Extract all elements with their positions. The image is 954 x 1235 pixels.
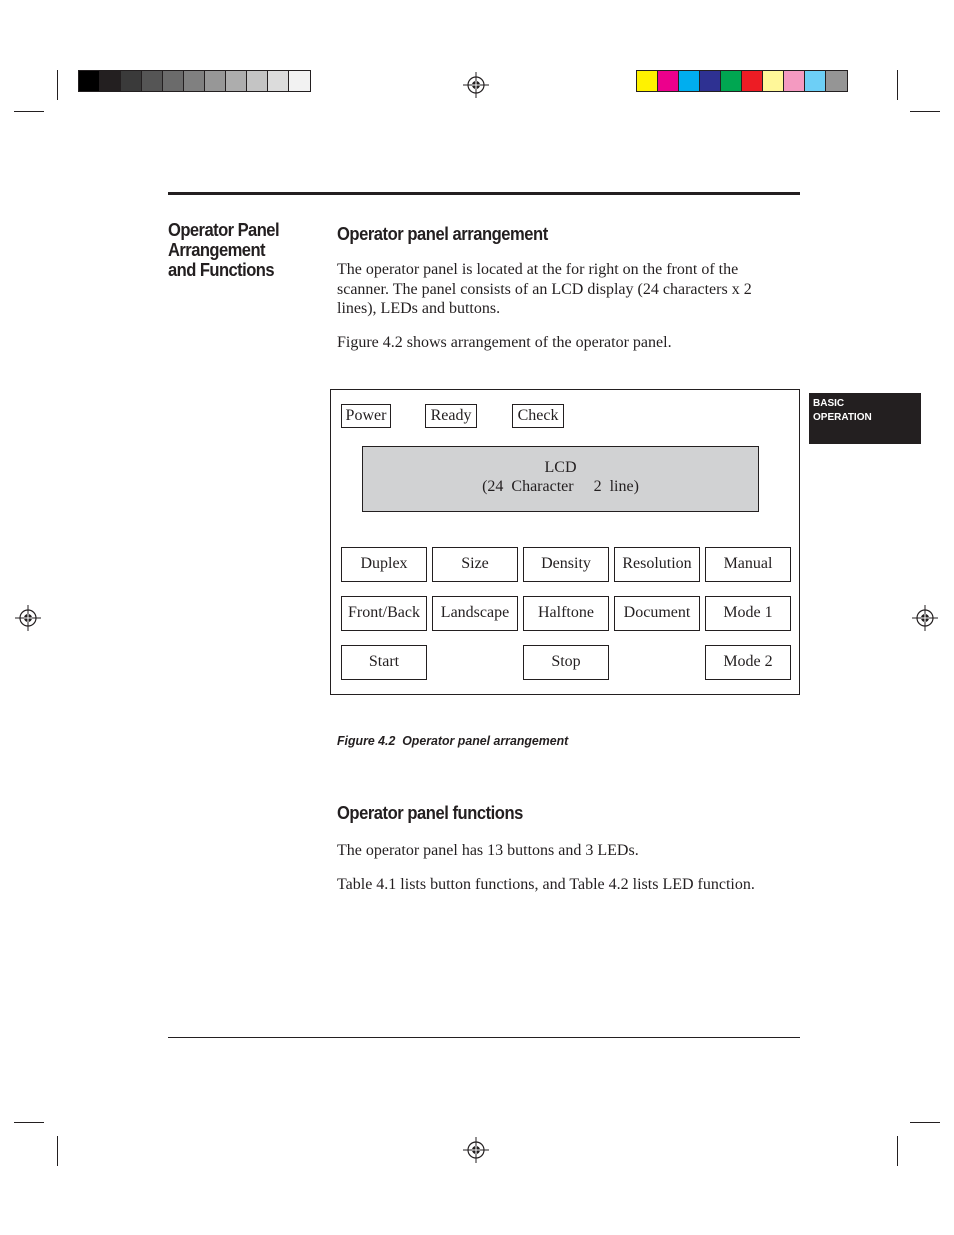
color-swatch <box>184 71 205 91</box>
crop-mark <box>57 1136 58 1166</box>
paragraph: The operator panel has 13 buttons and 3 LEDs. <box>337 842 639 859</box>
figure-caption: Figure 4.2 Operator panel arrangement <box>337 733 569 748</box>
color-swatch <box>826 71 847 91</box>
mode-2-button: Mode 2 <box>705 645 791 680</box>
paragraph: Table 4.1 lists button functions, and Table 4.2 lists LED function. <box>337 876 755 893</box>
crop-mark <box>897 1136 898 1166</box>
side-heading: Operator Panel Arrangement and Functions <box>168 220 280 280</box>
color-swatch <box>289 71 310 91</box>
color-swatch <box>700 71 721 91</box>
color-swatch <box>268 71 289 91</box>
density-button: Density <box>523 547 609 582</box>
size-button: Size <box>432 547 518 582</box>
crop-mark <box>910 111 940 112</box>
paragraph: Figure 4.2 shows arrangement of the operator panel. <box>337 334 672 351</box>
color-swatch <box>226 71 247 91</box>
crop-mark <box>897 70 898 100</box>
color-swatch <box>205 71 226 91</box>
led-power: Power <box>341 404 391 428</box>
landscape-button: Landscape <box>432 596 518 631</box>
color-swatch <box>763 71 784 91</box>
section-heading-functions: Operator panel functions <box>337 803 523 823</box>
start-button: Start <box>341 645 427 680</box>
manual-button: Manual <box>705 547 791 582</box>
color-swatch <box>142 71 163 91</box>
section-tab: BASIC OPERATION <box>809 393 921 444</box>
color-swatch <box>805 71 826 91</box>
crop-mark <box>57 70 58 100</box>
duplex-button: Duplex <box>341 547 427 582</box>
led-ready: Ready <box>425 404 477 428</box>
color-swatch <box>100 71 121 91</box>
color-swatch <box>163 71 184 91</box>
crop-mark <box>14 1122 44 1123</box>
color-swatch <box>679 71 700 91</box>
color-swatch <box>121 71 142 91</box>
document-button: Document <box>614 596 700 631</box>
process-color-bar <box>636 70 848 92</box>
color-swatch <box>658 71 679 91</box>
lcd-label: LCD <box>544 459 577 476</box>
color-swatch <box>784 71 805 91</box>
grayscale-color-bar <box>78 70 311 92</box>
mode-1-button: Mode 1 <box>705 596 791 631</box>
lcd-description: (24 Character 2 line) <box>482 478 639 495</box>
section-heading-arrangement: Operator panel arrangement <box>337 224 548 244</box>
lcd-display <box>362 446 759 512</box>
top-rule <box>168 192 800 195</box>
stop-button: Stop <box>523 645 609 680</box>
halftone-button: Halftone <box>523 596 609 631</box>
registration-target-icon <box>15 605 41 631</box>
color-swatch <box>721 71 742 91</box>
color-swatch <box>637 71 658 91</box>
color-swatch <box>742 71 763 91</box>
registration-target-icon <box>463 1137 489 1163</box>
registration-target-icon <box>463 72 489 98</box>
color-swatch <box>247 71 268 91</box>
crop-mark <box>910 1122 940 1123</box>
registration-target-icon <box>912 605 938 631</box>
paragraph: The operator panel is located at the for right on the front of the scanner. The panel consists of an LCD display (24 characters x 2 lines), LEDs and buttons. <box>337 261 752 317</box>
front-back-button: Front/Back <box>341 596 427 631</box>
resolution-button: Resolution <box>614 547 700 582</box>
crop-mark <box>14 111 44 112</box>
color-swatch <box>79 71 100 91</box>
led-check: Check <box>512 404 564 428</box>
bottom-rule <box>168 1037 800 1038</box>
